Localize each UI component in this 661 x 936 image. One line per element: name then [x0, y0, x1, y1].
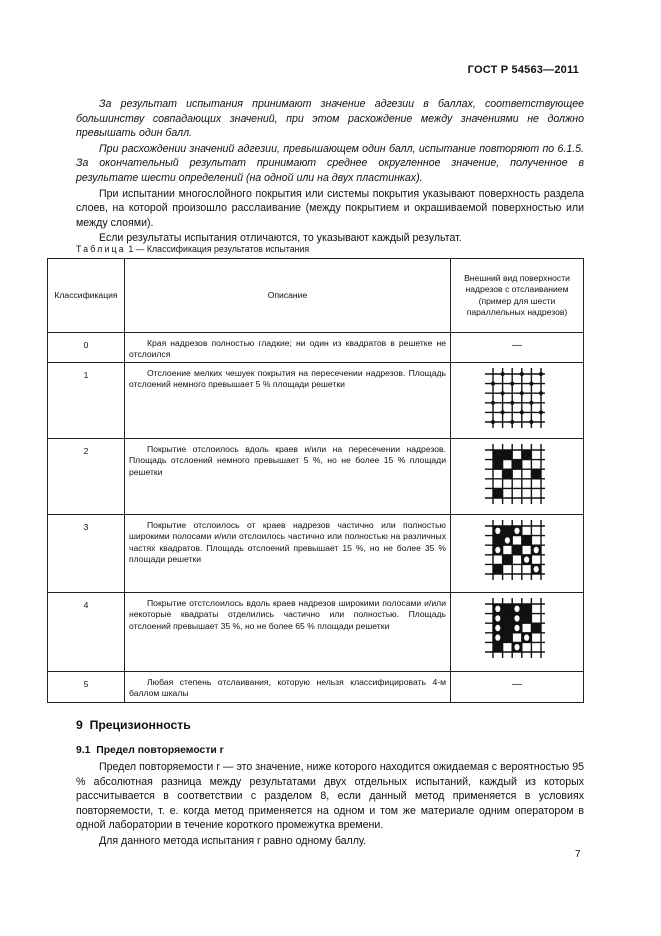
header-classification: Классификация: [48, 259, 125, 333]
empty-dash: —: [512, 679, 522, 690]
description-cell: [125, 439, 451, 515]
classification-cell: 4: [48, 593, 125, 672]
description-text: Края надрезов полностью гладкие; ни один из квадратов в решетке не отслоился: [129, 338, 446, 360]
header-appearance: Внешний вид поверхности надрезов с отслаиванием (пример для шести параллельных надрезов): [451, 259, 584, 333]
classification-cell: 3: [48, 515, 125, 593]
description-cell: [125, 672, 451, 703]
table-row: [48, 439, 584, 515]
intro-paragraph-2: При расхождении значений адгезии, превышающем один балл, испытание повторяют по 6.1.5. За окончательный результат принимают среднее округленное значение, полученное в результате шести определений (на одной или на двух пластинках).: [76, 142, 584, 184]
table-caption-word: Таблица: [76, 244, 126, 254]
description-text: Отслоение мелких чешуек покрытия на пересечении надрезов. Площадь отслоений немного превышает 5 % площади решетки: [129, 368, 446, 390]
intro-paragraph-3: При испытании многослойного покрытия или системы покрытия указывают поверхность раздела слоев, на которой произошло расслаивание (между покрытием и окрашиваемой поверхностью или между слоями).: [76, 187, 584, 229]
table-row: [48, 363, 584, 439]
classification-cell: 5: [48, 672, 125, 703]
classification-cell: 2: [48, 439, 125, 515]
description-text: Покрытие отстслоилось вдоль краев надрезов широкими полосами и/или некоторые квадраты отделились частично или полностью. Площадь отслоений превышает 35 %, но не более 65 % площади решетки: [129, 598, 446, 631]
classification-cell: 0: [48, 333, 125, 363]
precision-text: [76, 760, 584, 849]
precision-paragraph-2: Для данного метода испытания r равно одному баллу.: [99, 834, 367, 847]
table-caption: [76, 244, 309, 254]
subsection-title: Предел повторяемости r: [96, 745, 224, 756]
table-row: [48, 672, 584, 703]
table-caption-text: 1 — Классификация результатов испытания: [125, 244, 310, 254]
description-text: Любая степень отслаивания, которую нельзя классифицировать 4-м баллом шкалы: [129, 677, 446, 699]
intro-paragraph-1: За результат испытания принимают значение адгезии в баллах, соответствующее большинству совпадающих значений, при этом расхождение между значениями не должно превышать один балл.: [76, 98, 584, 140]
appearance-cell: [451, 333, 584, 363]
table-row: [48, 333, 584, 363]
appearance-cell: [451, 593, 584, 672]
appearance-cell: [451, 439, 584, 515]
crosscut-grid-4-icon: [485, 598, 549, 661]
classification-cell: 1: [48, 363, 125, 439]
empty-dash: —: [512, 340, 522, 351]
description-text: Покрытие отслоилось вдоль краев и/или на пересечении надрезов. Площадь отслоений немного превышает 5 %, но не более 15 % площади решетки: [129, 444, 446, 477]
classification-table: [47, 258, 584, 703]
section-number: 9: [76, 718, 83, 732]
table-header-row: [48, 259, 584, 333]
section-title: Прецизионность: [89, 718, 191, 732]
intro-paragraph-4: Если результаты испытания отличаются, то указывают каждый результат.: [99, 232, 462, 245]
appearance-cell: [451, 363, 584, 439]
table-row: [48, 515, 584, 593]
header-description: Описание: [125, 259, 451, 333]
description-cell: [125, 515, 451, 593]
description-text: Покрытие отслоилось от краев надрезов частично или полностью широкими полосами и/или отслоилось частично или полностью на различных частях квадратов. Площадь отслоений превышает 15 %, но не более 35 % площади решетки: [129, 520, 446, 565]
table-row: [48, 593, 584, 672]
description-cell: [125, 363, 451, 439]
appearance-cell: [451, 672, 584, 703]
crosscut-grid-2-icon: [485, 444, 549, 507]
subsection-heading: [76, 745, 224, 756]
appearance-cell: [451, 515, 584, 593]
crosscut-grid-1-icon: [485, 368, 549, 431]
page-number: 7: [575, 849, 581, 860]
description-cell: [125, 333, 451, 363]
description-cell: [125, 593, 451, 672]
crosscut-grid-3-icon: [485, 520, 549, 583]
precision-paragraph-1: Предел повторяемости r — это значение, ниже которого находится ожидаемая с вероятностью 95 % абсолютная разница между результатами двух отдельных испытаний, каждый из которых рассчитывается в соответствии с разделом 8, если данный метод применяется в условиях повторяемости, т. е. когда метод применяется на одном и том же материале одним оператором в одной лаборатории в течение короткого промежутка времени.: [76, 761, 584, 832]
intro-text: [76, 97, 584, 246]
subsection-number: 9.1: [76, 745, 91, 756]
section-heading: [76, 718, 191, 732]
document-header: ГОСТ Р 54563—2011: [467, 64, 579, 76]
